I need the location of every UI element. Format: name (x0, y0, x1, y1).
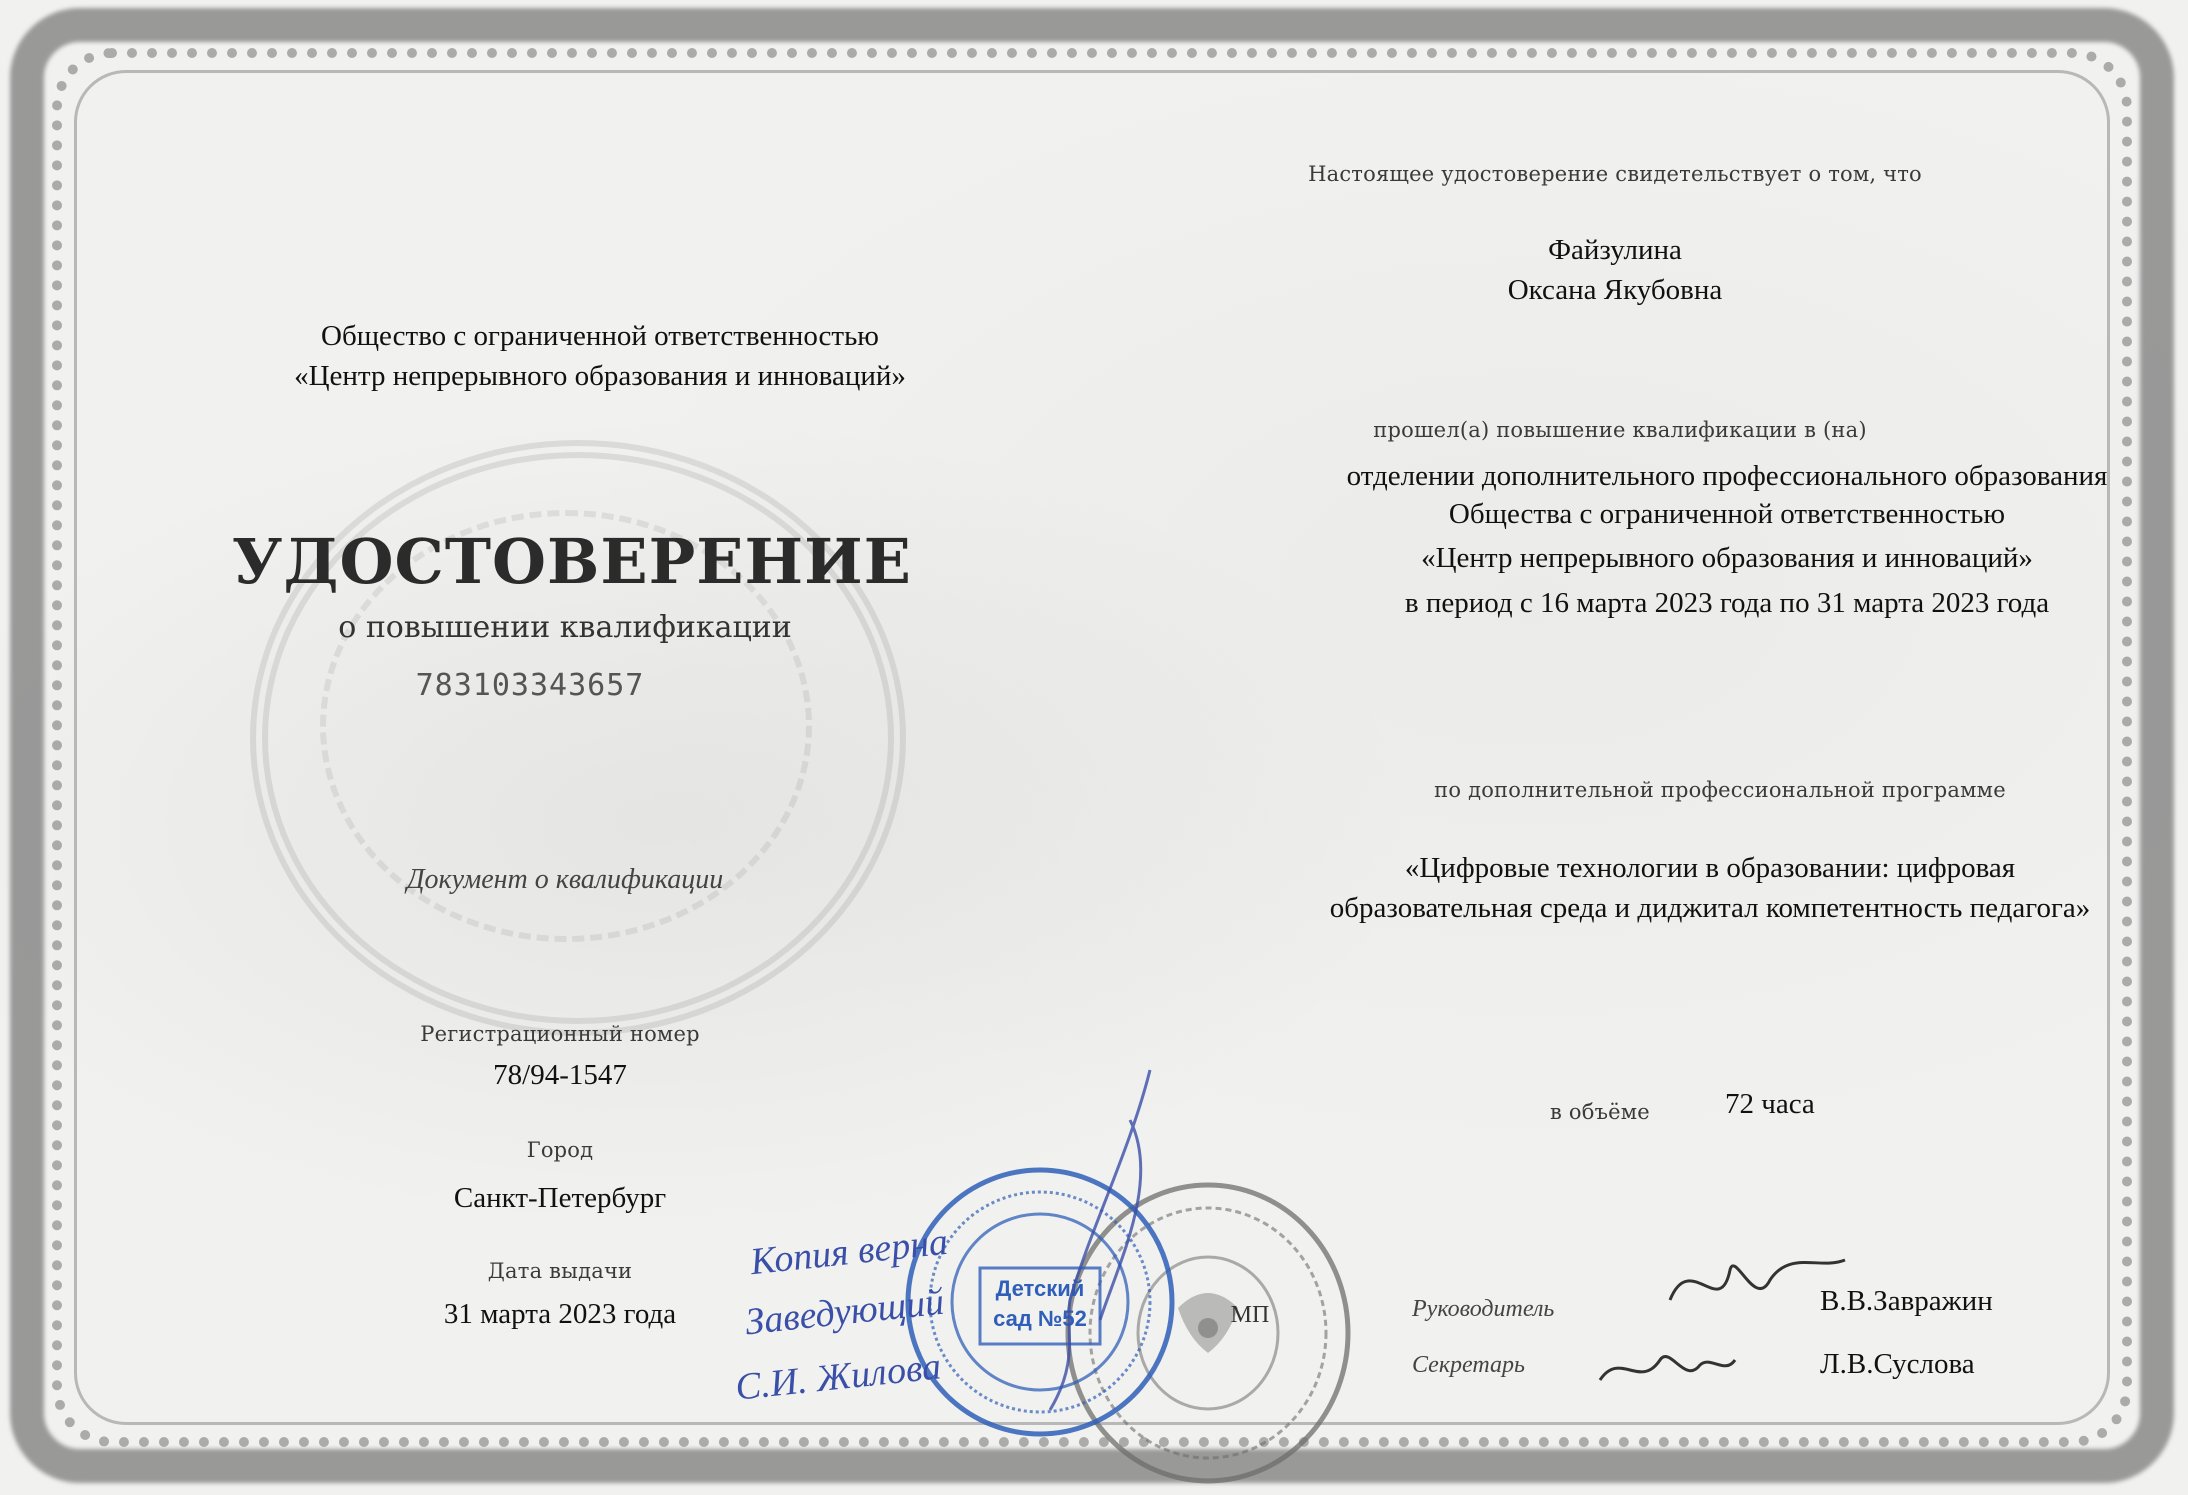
seal-label: МП (1230, 1302, 1270, 1328)
issue-date-label: Дата выдачи (487, 1259, 633, 1283)
registration-number: 78/94-1547 (493, 1059, 627, 1091)
stamp-center-line-2: сад №52 (993, 1306, 1087, 1331)
department-line-1: отделении дополнительного профессионального образования (1346, 460, 2108, 492)
document-type: Документ о квалификации (406, 864, 724, 895)
copy-note-line-3: С.И. Жилова (733, 1345, 944, 1409)
department-line-2: Общества с ограниченной ответственностью (1448, 498, 2006, 530)
program-title-line-2: образовательная среда и диджитал компетентность педагога» (1329, 892, 2091, 924)
head-name: В.В.Завражин (1820, 1285, 1993, 1317)
recipient-given-names: Оксана Якубовна (1507, 274, 1723, 306)
stamp-center-line-1: Детский (995, 1276, 1085, 1301)
organization-line-1: Общество с ограниченной ответственностью (321, 320, 879, 352)
training-period: в период с 16 марта 2023 года по 31 марта 2023 года (1404, 587, 2050, 619)
issue-date: 31 марта 2023 года (443, 1298, 677, 1330)
copy-note-line-1: Копия верна (748, 1220, 950, 1284)
secretary-name: Л.В.Суслова (1820, 1348, 1975, 1380)
copy-signature (1010, 1060, 1210, 1420)
volume-label: в объёме (1550, 1100, 1650, 1124)
program-title-line-1: «Цифровые технологии в образовании: цифровая (1404, 852, 2016, 884)
city-label: Город (526, 1138, 594, 1162)
organization-line-2: «Центр непрерывного образования и инноваций» (294, 360, 906, 392)
secretary-signature (1590, 1330, 1740, 1400)
intro-text: Настоящее удостоверение свидетельствует о том, что (1308, 162, 1922, 186)
head-signature (1660, 1240, 1850, 1330)
document-subtitle: о повышении квалификации (338, 610, 792, 645)
head-label: Руководитель (1412, 1296, 1555, 1322)
recipient-surname: Файзулина (1548, 234, 1682, 266)
registration-label: Регистрационный номер (420, 1022, 700, 1046)
copy-note-line-2: Заведующий (743, 1280, 946, 1344)
department-line-3: «Центр непрерывного образования и инноваций» (1421, 542, 2033, 574)
serial-number: 783103343657 (415, 668, 645, 703)
volume-value: 72 часа (1725, 1088, 1815, 1120)
program-label: по дополнительной профессиональной программе (1434, 778, 2006, 802)
passed-label: прошел(а) повышение квалификации в (на) (1373, 418, 1867, 442)
document-title: УДОСТОВЕРЕНИЕ (232, 525, 912, 598)
secretary-label: Секретарь (1412, 1352, 1525, 1378)
city-value: Санкт-Петербург (453, 1182, 667, 1214)
